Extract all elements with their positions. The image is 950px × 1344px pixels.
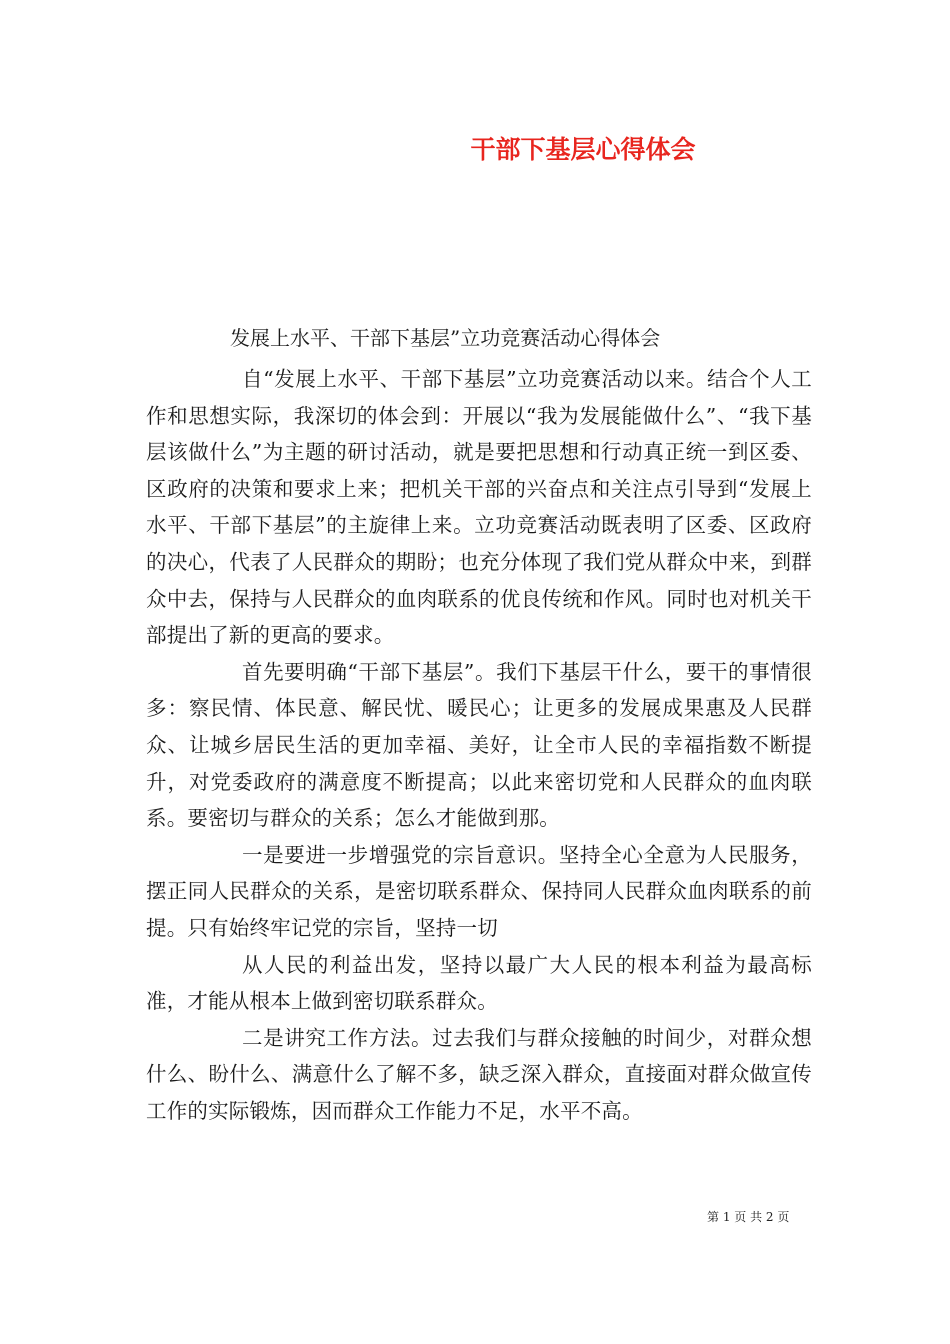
document-subtitle: 发展上水平、干部下基层”立功竞赛活动心得体会 — [230, 326, 661, 350]
paragraph-point-one: 一是要进一步增强党的宗旨意识。坚持全心全意为人民服务，摆正同人民群众的关系，是密切联系群众、保持同人民群众血肉联系的前提。只有始终牢记党的宗旨，坚持一切 — [146, 842, 812, 940]
paragraph-point-two: 二是讲究工作方法。过去我们与群众接触的时间少，对群众想什么、盼什么、满意什么了解不多，缺乏深入群众，直接面对群众做宣传工作的实际锻炼，因而群众工作能力不足，水平不高。 — [146, 1025, 812, 1123]
paragraph-intro: 自“发展上水平、干部下基层”立功竞赛活动以来。结合个人工作和思想实际，我深切的体会到：开展以“我为发展能做什么”、“我下基层该做什么”为主题的研讨活动，就是要把思想和行动真正统一到区委、区政府的决策和要求上来；把机关干部的兴奋点和关注点引导到“发展上水平、干部下基层”的主旋律上来。立功竞赛活动既表明了区委、区政府的决心，代表了人民群众的期盼；也充分体现了我们党从群众中来，到群众中去，保持与人民群众的血肉联系的优良传统和作风。同时也对机关干部提出了新的更高的要求。 — [146, 367, 812, 648]
paragraph-point-one-continued: 从人民的利益出发，坚持以最广大人民的根本利益为最高标准，才能从根本上做到密切联系群众。 — [146, 952, 812, 1014]
document-title: 干部下基层心得体会 — [470, 135, 696, 164]
document-body — [146, 361, 812, 1129]
page-number-footer: 第 1 页 共 2 页 — [707, 1210, 790, 1224]
paragraph-first-point: 首先要明确“干部下基层”。我们下基层干什么，要干的事情很多：察民情、体民意、解民忧、暖民心；让更多的发展成果惠及人民群众、让城乡居民生活的更加幸福、美好，让全市人民的幸福指数不断提升，对党委政府的满意度不断提高；以此来密切党和人民群众的血肉联系。要密切与群众的关系；怎么才能做到那。 — [146, 659, 812, 831]
